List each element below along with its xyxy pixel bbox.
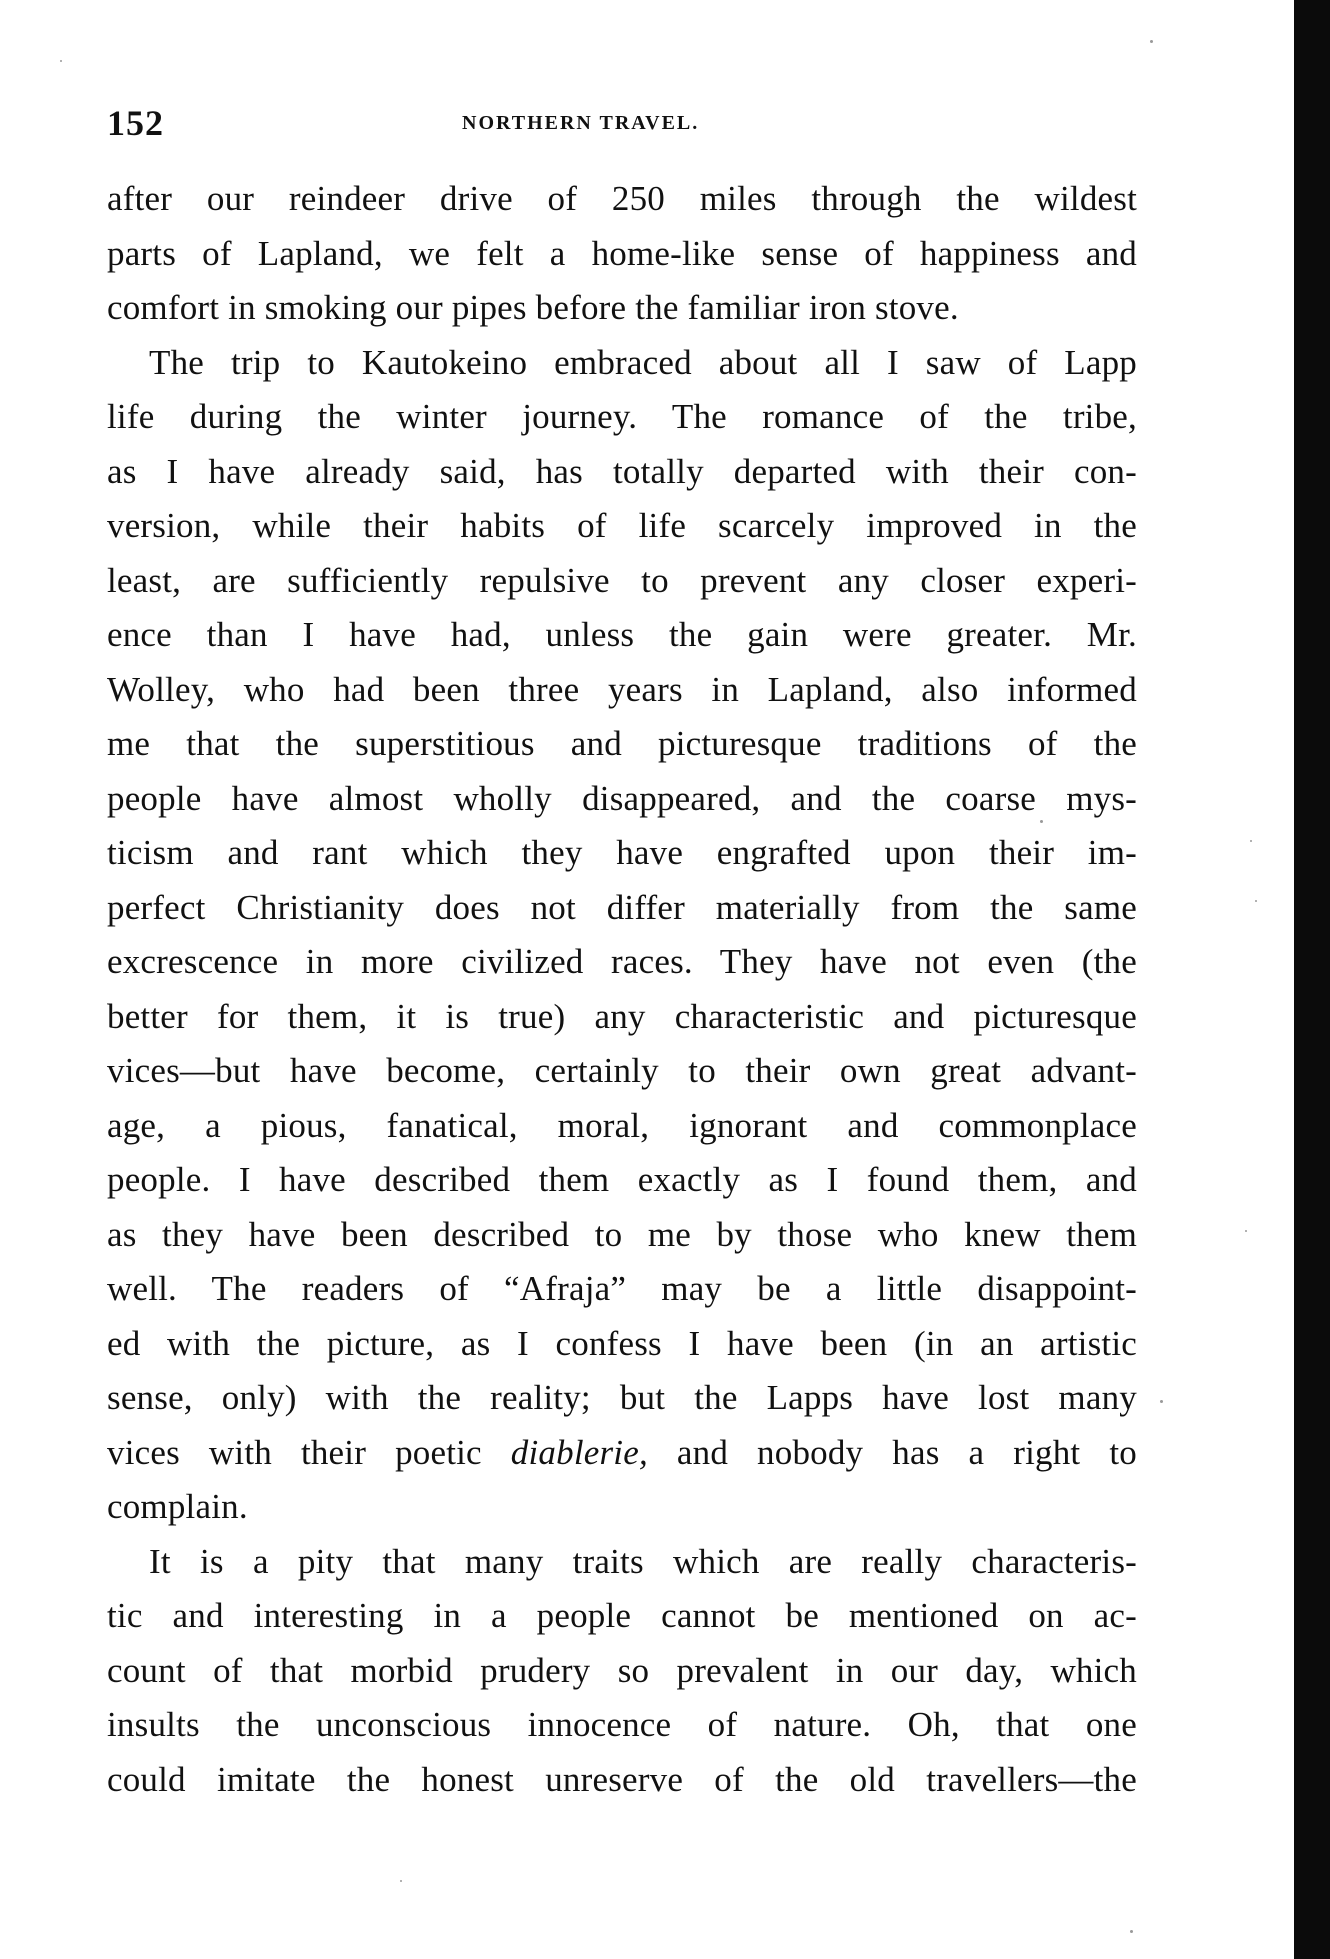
scan-speck — [1130, 1930, 1133, 1933]
text-line: sense, only) with the reality; but the Lapps have lost many — [107, 1378, 1137, 1417]
running-title: NORTHERN TRAVEL. — [462, 112, 700, 134]
text-line: well. The readers of “Afraja” may be a little disappoint- — [107, 1269, 1137, 1308]
page-header — [107, 102, 1152, 146]
body-text — [107, 172, 1137, 1807]
text-line: complain. — [107, 1487, 248, 1526]
text-line: age, a pious, fanatical, moral, ignorant and commonplace — [107, 1105, 1137, 1145]
text-line: life during the winter journey. The romance of the tribe, — [107, 397, 1137, 436]
text-span: vices with their poetic — [107, 1432, 511, 1472]
scan-speck — [1250, 840, 1252, 842]
page-binding-shadow — [1294, 0, 1330, 1959]
text-line: could imitate the honest unreserve of the old travellers—the — [107, 1759, 1137, 1799]
text-line: It is a pity that many traits which are really characteris- — [149, 1541, 1137, 1581]
scan-speck — [1160, 1400, 1163, 1403]
text-line: people have almost wholly disappeared, and the coarse mys- — [107, 778, 1137, 818]
text-line: least, are sufficiently repulsive to prevent any closer experi- — [107, 560, 1137, 600]
text-span: and nobody has a right to — [647, 1432, 1137, 1472]
text-line: perfect Christianity does not differ materially from the same — [107, 887, 1137, 927]
text-line: as I have already said, has totally departed with their con- — [107, 451, 1137, 491]
text-line: comfort in smoking our pipes before the familiar iron stove. — [107, 288, 959, 327]
scan-speck — [400, 1880, 402, 1882]
scan-speck — [1040, 820, 1043, 823]
text-line: better for them, it is true) any characteristic and picturesque — [107, 996, 1137, 1036]
text-line-with-italic — [107, 1426, 1137, 1481]
text-line: ticism and rant which they have engrafted upon their im- — [107, 833, 1137, 872]
page-number: 152 — [107, 103, 164, 143]
text-line: Wolley, who had been three years in Lapland, also informed — [107, 669, 1137, 709]
text-line: people. I have described them exactly as I found them, and — [107, 1160, 1137, 1199]
text-line: ed with the picture, as I confess I have been (in an artistic — [107, 1323, 1137, 1363]
text-line: parts of Lapland, we felt a home-like sense of happiness and — [107, 233, 1137, 273]
scan-speck — [60, 60, 62, 62]
scan-speck — [1255, 900, 1257, 902]
text-line: vices—but have become, certainly to their own great advant- — [107, 1051, 1137, 1090]
text-line: as they have been described to me by those who knew them — [107, 1214, 1137, 1254]
italic-word: diablerie, — [510, 1432, 648, 1472]
text-line: me that the superstitious and picturesque traditions of the — [107, 724, 1137, 763]
text-line: excrescence in more civilized races. They have not even (the — [107, 942, 1137, 981]
scan-speck — [1245, 1230, 1247, 1232]
text-line: insults the unconscious innocence of nature. Oh, that one — [107, 1705, 1137, 1744]
text-line: after our reindeer drive of 250 miles through the wildest — [107, 179, 1137, 218]
text-line: version, while their habits of life scarcely improved in the — [107, 506, 1137, 545]
text-line: count of that morbid prudery so prevalent in our day, which — [107, 1650, 1137, 1690]
text-line: tic and interesting in a people cannot be mentioned on ac- — [107, 1596, 1137, 1635]
text-line: The trip to Kautokeino embraced about all I saw of Lapp — [149, 342, 1137, 382]
scan-speck — [1150, 40, 1153, 43]
text-line: ence than I have had, unless the gain were greater. Mr. — [107, 615, 1137, 654]
